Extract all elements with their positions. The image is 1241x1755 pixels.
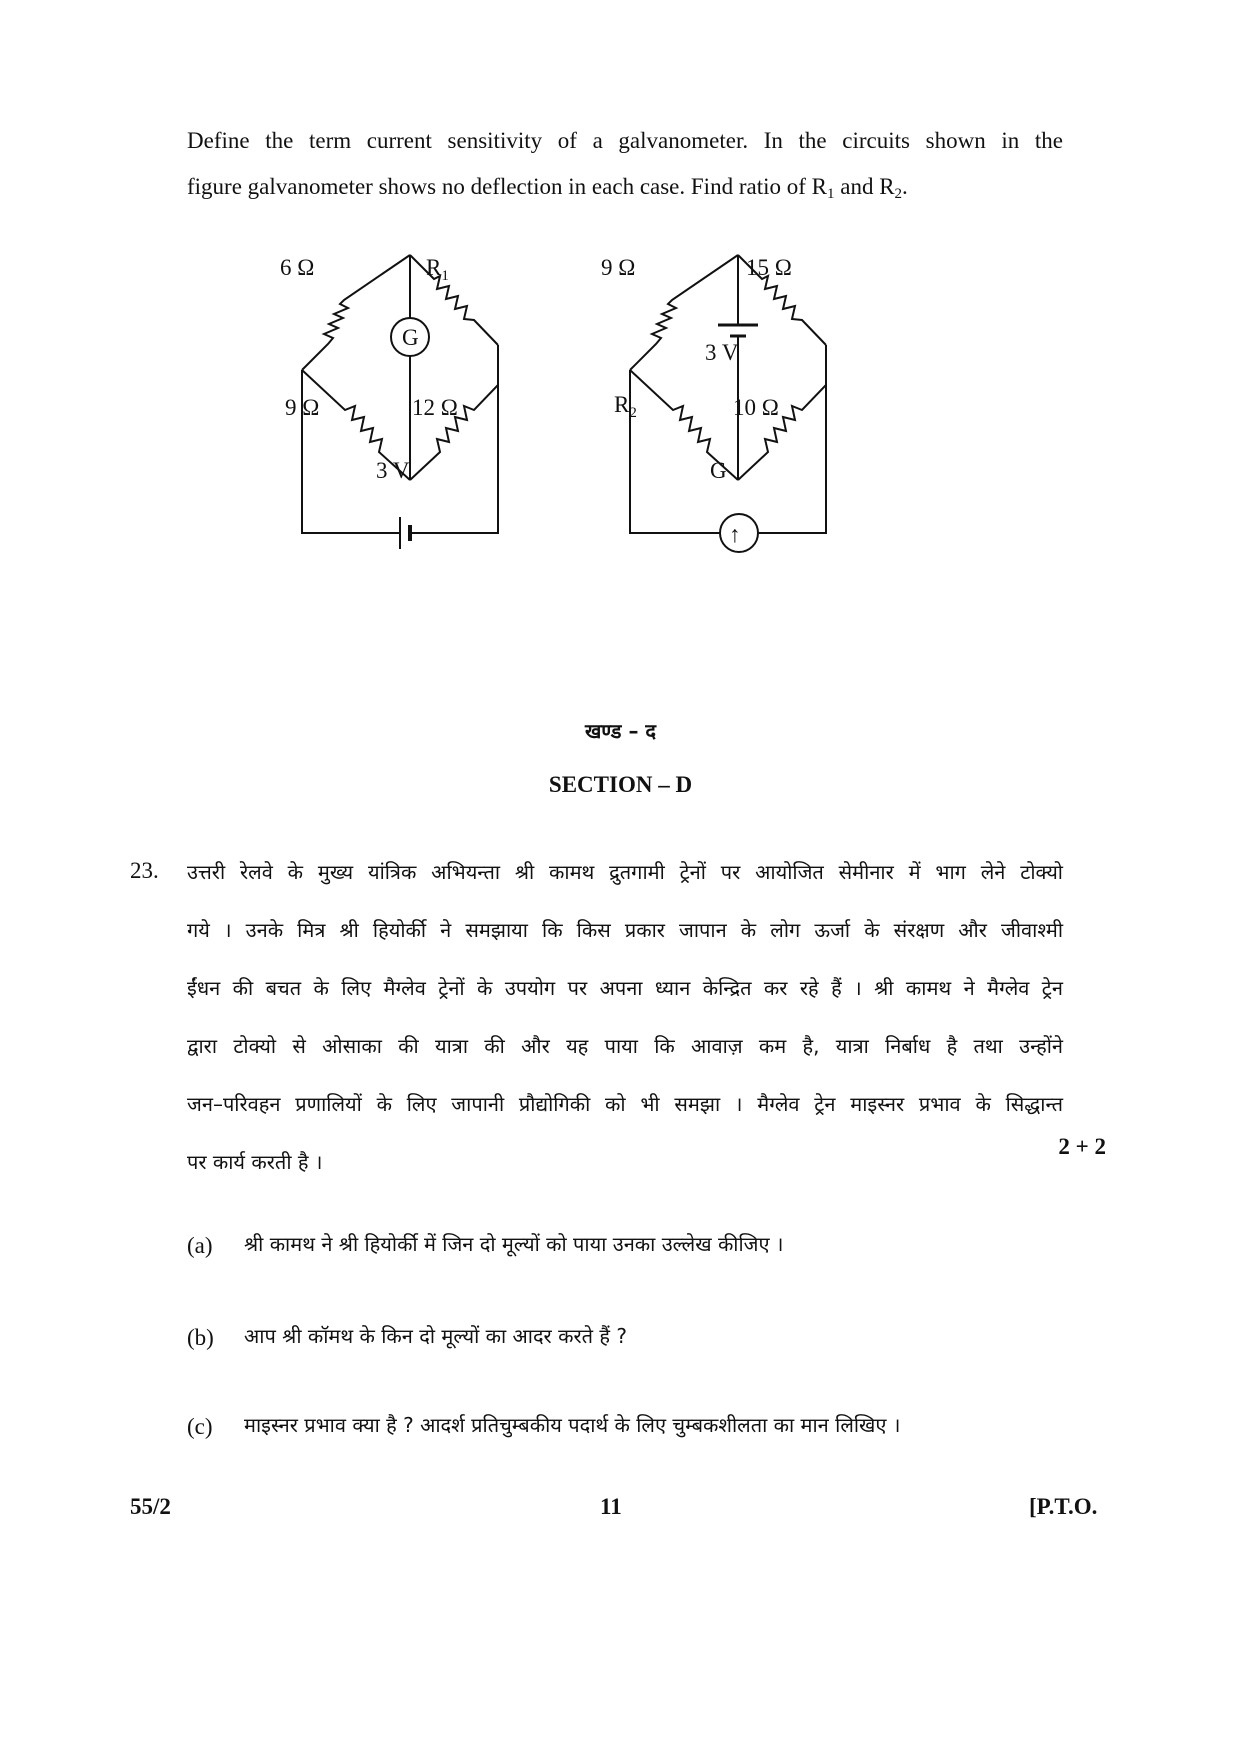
r2-symbol: R [879,174,895,199]
circuit-1-resistor-r1 [410,255,498,345]
circuit-1-label-9-ohm: 9 Ω [285,395,320,420]
question-22-text [187,118,1063,210]
r1-subscript: 1 [826,186,835,202]
question-23-line-6: पर कार्य करती है । [187,1150,323,1174]
circuit-2-label-r2-sym: R [614,392,630,417]
circuit-1-label-r1 [426,255,449,284]
sub-question-b-text: आप श्री कॉमथ के किन दो मूल्यों का आदर करते हैं ? [244,1324,627,1348]
circuit-1-outer-right-wire [410,345,498,533]
circuit-2-resistor-10-ohm [738,370,826,480]
circuit-2-label-10-ohm: 10 Ω [733,395,779,420]
and-word: and [840,174,874,199]
question-23-line-2: गये । उनके मित्र श्री हियोर्की ने समझाया कि किस प्रकार जापान के लोग ऊर्जा के संरक्षण और जीवाश्मी [187,918,1063,942]
question-22-line-2 [187,164,1063,210]
circuit-2-label-g: G [710,458,727,483]
circuit-1 [302,255,498,549]
circuit-2-label-r2-sub: 2 [629,405,637,421]
question-23-line-5: जन–परिवहन प्रणालियों के लिए जापानी प्रौद्योगिकी को भी समझा । मैग्लेव ट्रेन माइस्नर प्रभाव के सिद्धान्त [187,1092,1063,1116]
circuit-figure [260,240,960,580]
section-heading-english: SECTION – D [548,772,693,797]
question-23-line-3: ईंधन की बचत के लिए मैग्लेव ट्रेनों के उपयोग पर अपना ध्यान केन्द्रित कर रहे हैं । श्री कामथ ने मैग्लेव ट्रेन [187,976,1063,1000]
circuit-2-label-r2 [614,392,637,421]
circuit-1-label-3v: 3 V [376,458,410,483]
circuit-1-label-r1-sym: R [426,255,442,280]
r2-subscript: 2 [894,186,903,202]
circuit-2-label-3v: 3 V [705,340,739,365]
question-23-marks: 2 + 2 [1058,1134,1106,1159]
question-22-line-2-text: figure galvanometer shows no deflection in each case. Find ratio of [187,174,806,199]
period: . [902,174,908,199]
question-23-number: 23. [130,858,159,883]
circuit-1-resistor-6-ohm [302,255,410,370]
circuit-2-galvanometer-arrow-icon: ↑ [729,522,741,547]
circuit-2 [630,255,826,552]
circuit-1-label-12-ohm: 12 Ω [412,395,458,420]
circuit-1-resistor-12-ohm [410,370,498,480]
circuit-2-label-9-ohm: 9 Ω [601,255,636,280]
circuit-1-label-6-ohm: 6 Ω [280,255,315,280]
circuit-1-label-g: G [402,325,419,350]
question-22-line-1: Define the term current sensitivity of a galvanometer. In the circuits shown in the [187,128,1063,153]
question-23-line-1: उत्तरी रेलवे के मुख्य यांत्रिक अभियन्ता श्री कामथ द्रुतगामी ट्रेनों पर आयोजित सेमीनार में भाग लेने टोक्यो [187,860,1063,884]
footer-page-number: 11 [600,1494,622,1519]
sub-question-c-label: (c) [187,1414,213,1439]
circuit-1-label-r1-sub: 1 [441,268,449,284]
section-heading-hindi: खण्ड – द [584,719,657,743]
question-23-text [187,843,1063,1191]
r1-symbol: R [811,174,827,199]
sub-question-a-text: श्री कामथ ने श्री हियोर्की में जिन दो मूल्यों को पाया उनका उल्लेख कीजिए । [244,1232,784,1256]
circuit-2-label-15-ohm: 15 Ω [746,255,792,280]
sub-question-c-text: माइस्नर प्रभाव क्या है ? आदर्श प्रतिचुम्बकीय पदार्थ के लिए चुम्बकशीलता का मान लिखिए । [244,1413,901,1437]
footer-paper-code: 55/2 [130,1494,171,1519]
circuit-diagrams [260,240,960,580]
sub-question-b-label: (b) [187,1325,214,1350]
question-23-line-4: द्वारा टोक्यो से ओसाका की यात्रा की और यह पाया कि आवाज़ कम है, यात्रा निर्बाध है तथा उन्होंने [187,1034,1063,1058]
sub-question-a-label: (a) [187,1233,213,1258]
footer-pto: [P.T.O. [1029,1494,1098,1519]
